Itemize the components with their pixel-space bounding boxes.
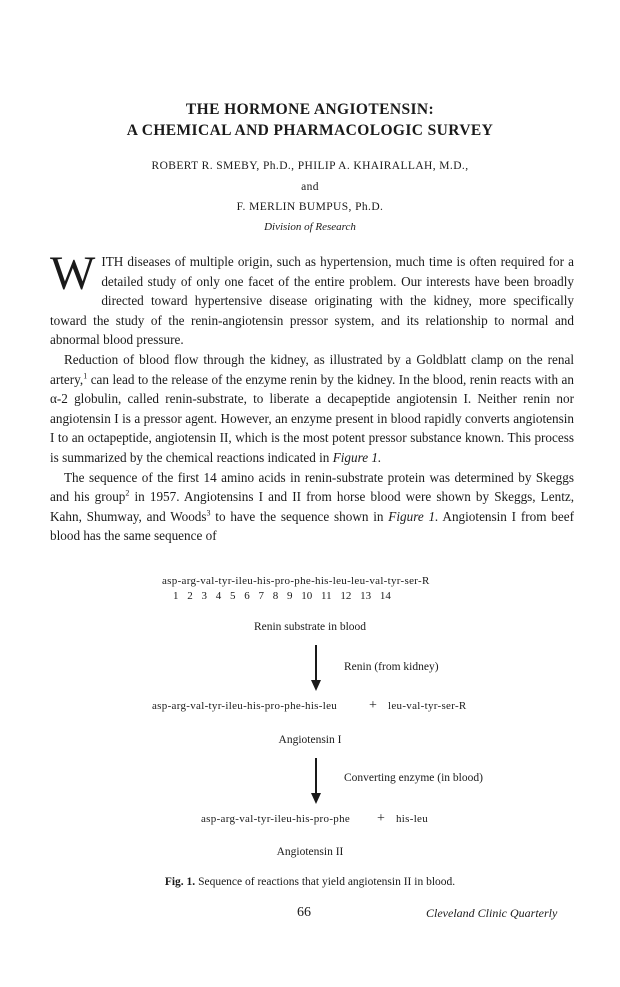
angiotensin-1-label: Angiotensin I <box>278 734 342 746</box>
drop-cap: W <box>50 247 96 300</box>
reaction1-right: leu-val-tyr-ser-R <box>388 700 467 712</box>
article-title-line2: A CHEMICAL AND PHARMACOLOGIC SURVEY <box>126 122 494 139</box>
authors-line2: F. MERLIN BUMPUS, Ph.D. <box>236 201 384 213</box>
authors-line1: ROBERT R. SMEBY, Ph.D., PHILIP A. KHAIRALLAH, M.D., <box>151 160 469 172</box>
article-title-line1: THE HORMONE ANGIOTENSIN: <box>185 101 435 118</box>
full-sequence: asp-arg-val-tyr-ileu-his-pro-phe-his-leu-leu-val-tyr-ser-R <box>162 575 430 587</box>
reaction2-right: his-leu <box>396 813 429 825</box>
down-arrow-icon <box>311 645 321 691</box>
journal-name: Cleveland Clinic Quarterly <box>426 906 558 920</box>
figure-caption-text: Sequence of reactions that yield angiotensin II in blood. <box>195 876 456 888</box>
paragraph-2: Reduction of blood flow through the kidney, as illustrated by a Goldblatt clamp on the renal artery,$^1$ can lead to the release of the enzyme renin by the kidney. In the blood, renin reacts with an α-2 globulin, called renin-substrate, to liberate a decapeptide angiotensin I. Neither renin nor angiotensin I is a pressor agent. However, an enzyme present in blood rapidly converts angiotensin I to an octapeptide, angiotensin II, which is the most potent pressor substance known. This process is summarized by the chemical reactions indicated in Figure 1. <box>50 351 574 465</box>
footnote-ref-1: 1 <box>83 371 88 381</box>
sequence-numbers: 1 2 3 4 5 6 7 8 9 10 11 12 13 14 <box>173 590 391 602</box>
reaction1-plus: + <box>369 698 378 713</box>
angiotensin-2-label: Angiotensin II <box>276 846 344 858</box>
reaction2-left: asp-arg-val-tyr-ileu-his-pro-phe <box>201 813 351 825</box>
authors-and: and <box>301 181 319 193</box>
renin-substrate-label: Renin substrate in blood <box>253 621 367 633</box>
footnote-ref-3: 3 <box>206 508 211 518</box>
reaction2-plus: + <box>377 811 386 826</box>
paragraph-3: The sequence of the first 14 amino acids in renin-substrate protein was determined by Skeggs and his group$^2$ in 1957. Angiotensins I and II from horse blood were shown by Skeggs, Lentz, Kahn, Shumway, and Woods$^3$ to have the sequence shown in Figure 1. Angiotensin I from beef blood has the same sequence of <box>50 469 575 544</box>
figure-caption-label: Fig. 1. <box>164 876 196 888</box>
paragraph-1-text: ITH diseases of multiple origin, such as hypertension, much time is often required for a detailed study of only one facet of the entire problem. Our interests have been broadly directed toward hypertensive disease originating with the kidney, more specifically toward the study of the renin-angiotensin pressor system, and its relationship to normal and abnormal blood pressure. <box>50 254 574 348</box>
paragraph-1 <box>50 247 574 350</box>
figure-caption <box>0 876 620 888</box>
figure-ref: Figure 1. <box>332 449 382 465</box>
figure-ref: Figure 1. <box>388 508 439 524</box>
article-body <box>50 247 575 546</box>
footnote-ref-2: 2 <box>125 488 130 498</box>
arrow2-label: Converting enzyme (in blood) <box>344 772 483 784</box>
division: Division of Research <box>264 221 356 233</box>
down-arrow-icon <box>311 758 321 804</box>
page-number: 66 <box>297 905 311 920</box>
reaction1-left: asp-arg-val-tyr-ileu-his-pro-phe-his-leu <box>152 700 338 712</box>
arrow1-label: Renin (from kidney) <box>344 661 439 673</box>
